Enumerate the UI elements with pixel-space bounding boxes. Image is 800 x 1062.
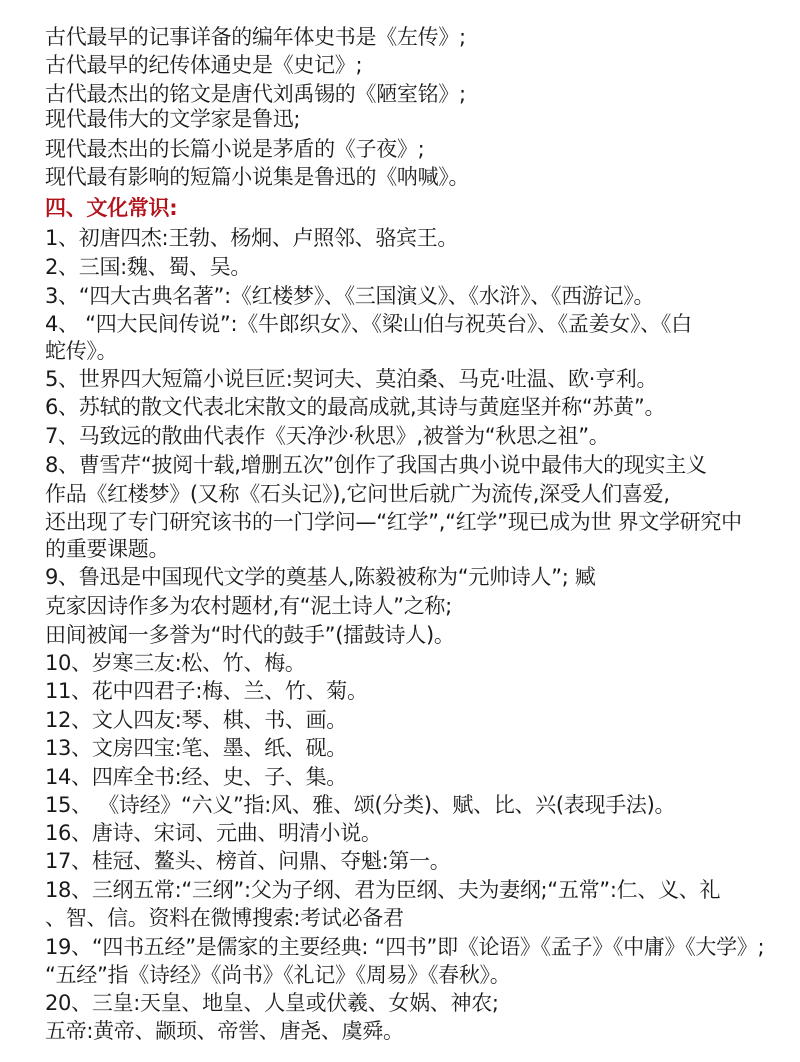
list-item: 克家因诗作多为农村题材,有“泥土诗人”之称; [45,594,452,618]
list-item: 9、鲁迅是中国现代文学的奠基人,陈毅被称为“元帅诗人”; 臧 [45,565,596,589]
intro-line: 现代最伟大的文学家是鲁迅; [45,107,301,131]
list-item: 19、“四书五经”是儒家的主要经典: “四书”即《论语》《孟子》《中庸》《大学》; [45,935,765,959]
list-item: 13、文房四宝:笔、墨、纸、砚。 [45,736,347,760]
list-item: 18、三纲五常:“三纲”:父为子纲、君为臣纲、夫为妻纲;“五常”:仁、义、礼 [45,878,721,902]
list-item: 10、岁寒三友:松、竹、梅。 [45,651,306,675]
list-item: 3、“四大古典名著”:《红楼梦》、《三国演义》、《水浒》、《西游记》。 [45,284,655,308]
list-item: 蛇传》。 [45,339,118,363]
list-item: 作品《红楼梦》(又称《石头记》),它问世后就广为流传,深受人们喜爱, [45,482,670,506]
list-item: 14、四库全书:经、史、子、集。 [45,765,347,789]
list-item: 6、苏轼的散文代表北宋散文的最高成就,其诗与黄庭坚并称“苏黄”。 [45,395,666,419]
intro-line: 现代最有影响的短篇小说集是鲁迅的《呐喊》。 [45,165,470,189]
list-item: 7、马致远的散曲代表作《天净沙·秋思》,被誉为“秋思之祖”。 [45,424,610,448]
list-item: 15、 《诗经》“六义”指:风、雅、颂(分类)、赋、比、兴(表现手法)。 [45,793,676,817]
list-item: 17、桂冠、鳌头、榜首、问鼎、夺魁:第一。 [45,849,451,873]
intro-line: 古代最早的记事详备的编年体史书是《左传》; [45,25,466,49]
list-item: 的重要课题。 [45,537,170,561]
list-item: 1、初唐四杰:王勃、杨炯、卢照邻、骆宾王。 [45,226,459,250]
list-item: 20、三皇:天皇、地皇、人皇或伏羲、女娲、神农; [45,991,499,1015]
list-item: 、智、信。资料在微博搜索:考试必备君 [45,906,404,930]
list-item: 12、文人四友:琴、棋、书、画。 [45,708,347,732]
list-item: 5、世界四大短篇小说巨匠:契诃夫、莫泊桑、马克·吐温、欧·亨利。 [45,367,658,391]
list-item: 还出现了专门研究该书的一门学问—“红学”,“红学”现已成为世 界文学研究中 [45,510,742,534]
list-item: 16、唐诗、宋词、元曲、明清小说。 [45,821,382,845]
list-item: “五经”指《诗经》《尚书》《礼记》《周易》《春秋》。 [45,963,511,987]
list-item: 田间被闻一多誉为“时代的鼓手”(擂鼓诗人)。 [45,623,455,647]
section-heading: 四、文化常识: [45,196,178,220]
intro-line: 古代最杰出的铭文是唐代刘禹锡的《陋室铭》; [45,82,466,106]
list-item: 2、三国:魏、蜀、吴。 [45,255,252,279]
intro-line: 古代最早的纪传体通史是《史记》; [45,53,363,77]
intro-line: 现代最杰出的长篇小说是茅盾的《子夜》; [45,137,425,161]
list-item: 4、 “四大民间传说”:《牛郎织女》、《梁山伯与祝英台》、《孟姜女》、《白 [45,312,692,336]
list-item: 11、花中四君子:梅、兰、竹、菊。 [45,679,368,703]
list-item: 8、曹雪芹“披阅十载,增删五次”创作了我国古典小说中最伟大的现实主义 [45,453,707,477]
list-item: 五帝:黄帝、颛顼、帝喾、唐尧、虞舜。 [45,1019,404,1043]
